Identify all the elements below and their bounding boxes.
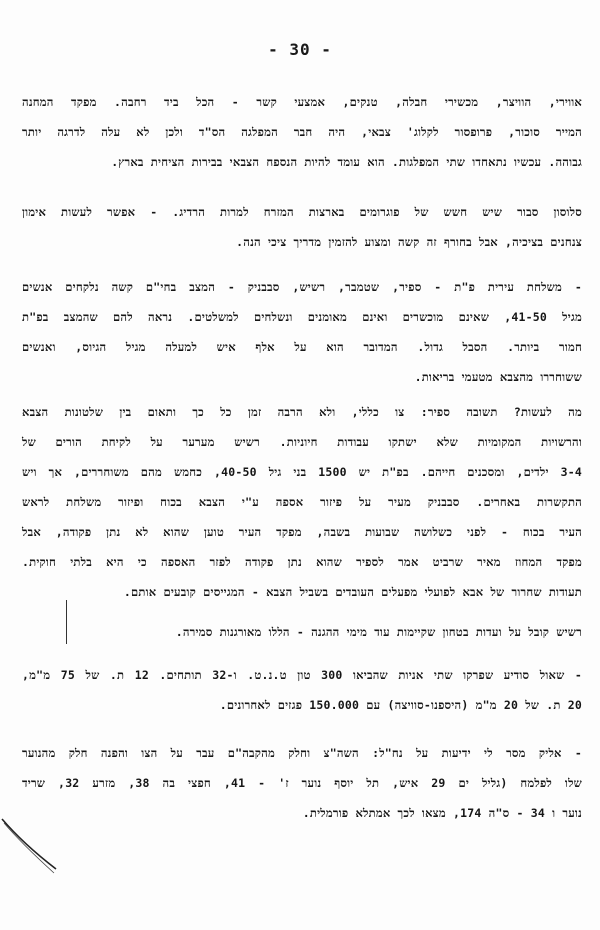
paragraph-1: [22, 87, 582, 177]
paragraph-5: [22, 617, 582, 647]
text-line: 3-4 ילדים, ומסכנים חייהם. בפ"ת יש 1500 בני גיל 40-50, כחמש מהם משוחררים, אך ויש: [22, 465, 582, 479]
paragraph-6: [22, 660, 582, 720]
text-line: 20 ת. של 20 מ"מ (היספנו-סוויצה) עם 150.000 פגזים לאחרונים.: [219, 698, 582, 712]
text-line: אווירי, הוויצר, מכשירי חבלה, טנקים, אמצעי קשר - הכל ביד רחבה. מפקד המחנה: [22, 95, 582, 109]
text-line: המייר סוכור, פרופסור לקלוג' צבאי, היה חבר המפלגה הס"ד ולכן לא עלה לדרגה יותר: [22, 125, 582, 139]
text-line: רשיש קובל על ועדות בטחון שקיימות עוד מימי ההגנה - הללו מאורגנות סמירה.: [175, 625, 582, 639]
margin-bracket-mark: [66, 600, 77, 644]
text-line: ששוחררו מהצבא מטעמי בריאות.: [414, 370, 582, 384]
paragraph-4: [22, 397, 582, 607]
text-line: שלו לפלמח (גליל ים 29 איש, תל יוסף נוער ז' - 41, חפצי בה 38, מזרע 32, שריד: [22, 776, 582, 790]
text-line: התקשרות באחרים. סבבניק מעיר על פיזור אספה ע"י הצבא בכוח ופיזור משלחת לראש: [22, 495, 582, 509]
paragraph-7: [22, 738, 582, 828]
text-line: גבוהה. עכשיו נתאחדו שתי המפלגות. הוא עומד להיות הנספח הצבאי בבירות הציחית בארץ.: [111, 155, 582, 169]
text-line: חמור ביותר. הסבל גדול. המדובר הוא על אלף איש למעלה מגיל הגיוס, ואנשים: [22, 340, 582, 354]
paragraph-3: [22, 272, 582, 392]
paragraph-2: [22, 197, 582, 257]
text-line: סלוסון סבור שיש חשש של פוגרומים בארצות המזרח למרות הרדיג. - אפשר לעשות אימון: [22, 205, 582, 219]
text-line: - שאול סודיע שפרקו שתי אניות שהביאו 300 טון ט.נ.ט. ו-32 תותחים. 12 ת. של 75 מ"מ,: [22, 668, 583, 682]
pen-stroke-mark: [0, 815, 60, 875]
text-line: מפקד המחוז מאיר שרביט אמר לספיר שהוא נתן פקודה לפזר האספה כי היא בלתי חוקית.: [22, 555, 582, 569]
text-line: - אליק מסר לי ידיעות על נח"ל: השה"צ וחלק מהקבה"ם עבר על הצו והפנה חלק מהנוער: [22, 746, 582, 760]
text-line: והרשויות המקומיות שלא ישתקו עבודות חיוניות. רשיש מערער על לקיחת הורים של: [22, 435, 582, 449]
text-line: - משלחת עירית פ"ת - ספיר, שטמבר, רשיש, סבבניק - המצב בחי"ם קשה נלקחים אנשים: [22, 280, 582, 294]
text-line: מה לעשות? תשובה ספיר: צו כללי, ולא הרבה זמן כל כך ותאום בין שלטונות הצבא: [22, 405, 582, 419]
text-line: מגיל 41-50, שאינם מוכשרים ואינם מאומנים ונשלחים למשלטים. נראה להם שהמצב בפ"ת: [22, 310, 582, 324]
page-number: - 30 -: [268, 40, 332, 59]
text-line: תעודות שחרור של אבא לפועלי מפעלים העובדים בשביל הצבא - המגייסים קובעים אותם.: [123, 585, 582, 599]
text-line: העיר בכוח - לפני כשלושה שבועות בשבה, מפקד העיר טוען שהוא לא נתן פקודה, אבל: [22, 525, 582, 539]
text-line: צנחנים בציכיה, אבל בחורף זה קשה ומצוע להזמין מדריך ציכי הנה.: [236, 235, 582, 249]
text-line: נוער ו 34 - ס"ה 174, מצאו לכך אמתלא פורמלית.: [302, 806, 582, 820]
